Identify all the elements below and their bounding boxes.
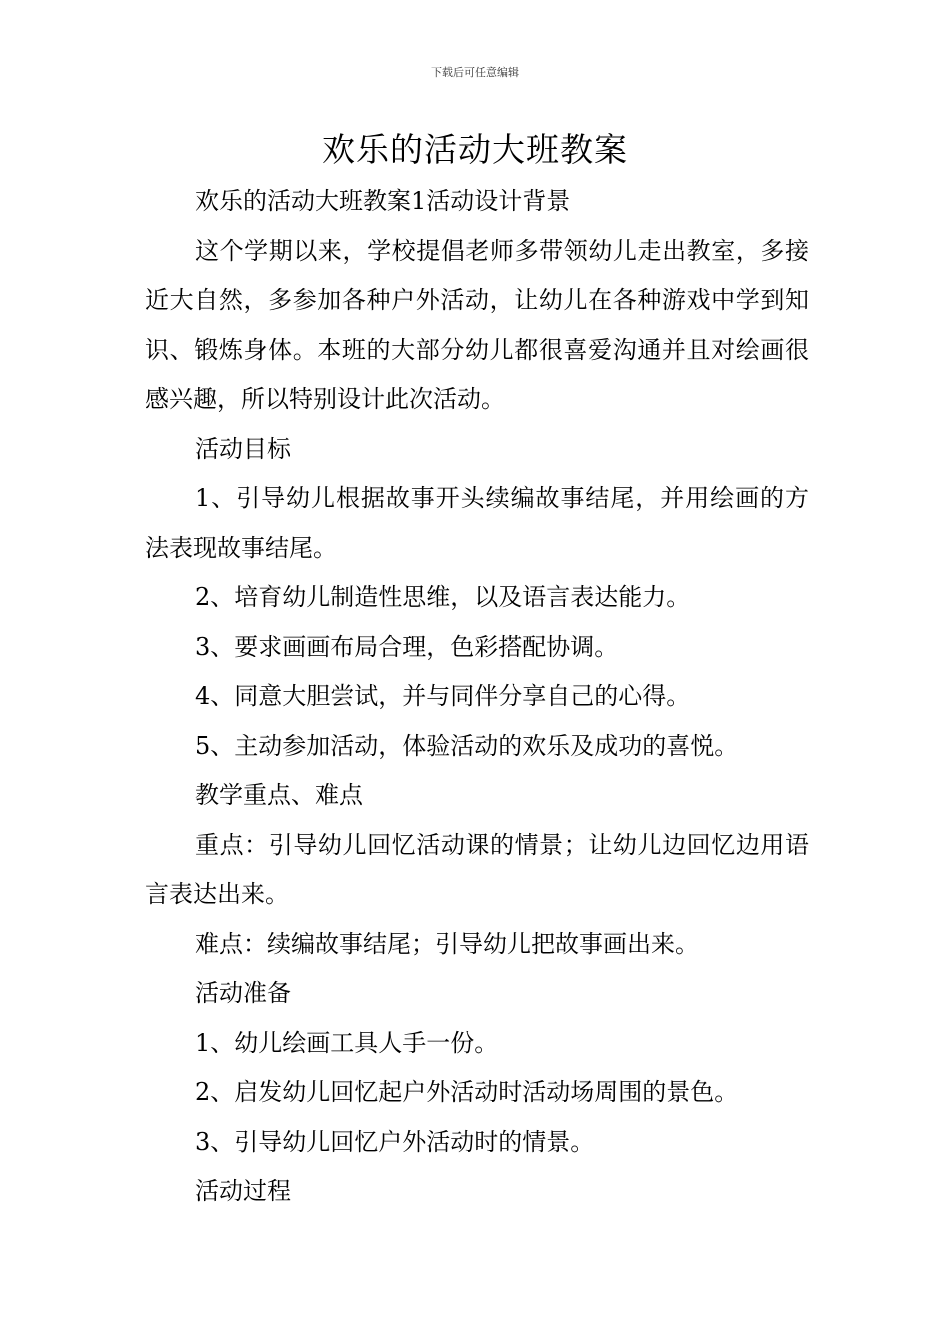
- section-heading-key-points: 教学重点、难点: [195, 781, 363, 809]
- document-title: 欢乐的活动大班教案: [322, 130, 628, 169]
- header-note: 下载后可任意编辑: [431, 66, 519, 79]
- document-body: [145, 177, 809, 1217]
- goal-item-3: 3、要求画画布局合理，色彩搭配协调。: [195, 632, 619, 661]
- goal-item-1: 1、引导幼儿根据故事开头续编故事结尾，并用绘画的方法表现故事结尾。: [145, 484, 809, 562]
- goal-item-4: 4、同意大胆尝试，并与同伴分享自己的心得。: [195, 682, 691, 710]
- section-heading-process: 活动过程: [195, 1177, 291, 1205]
- preparation-item-3: 3、引导幼儿回忆户外活动时的情景。: [195, 1127, 595, 1156]
- preparation-item-1: 1、幼儿绘画工具人手一份。: [195, 1028, 499, 1057]
- key-point-difficulty: 难点：续编故事结尾；引导幼儿把故事画出来。: [195, 929, 699, 958]
- section-heading-preparation: 活动准备: [195, 979, 291, 1007]
- preparation-item-2: 2、启发幼儿回忆起户外活动时活动场周围的景色。: [195, 1078, 739, 1106]
- goal-item-5: 5、主动参加活动，体验活动的欢乐及成功的喜悦。: [195, 731, 739, 760]
- goal-item-2: 2、培育幼儿制造性思维，以及语言表达能力。: [195, 583, 691, 611]
- section-heading-goals: 活动目标: [195, 434, 291, 463]
- paragraph-background: 这个学期以来，学校提倡老师多带领幼儿走出教室，多接近大自然，多参加各种户外活动，让幼儿在各种游戏中学到知识、锻炼身体。本班的大部分幼儿都很喜爱沟通并且对绘画很感兴趣，所以特别设计此次活动。: [145, 236, 809, 413]
- key-point-focus: 重点：引导幼儿回忆活动课的情景；让幼儿边回忆边用语言表达出来。: [145, 830, 809, 908]
- paragraph-intro-heading: 欢乐的活动大班教案1活动设计背景: [195, 187, 571, 215]
